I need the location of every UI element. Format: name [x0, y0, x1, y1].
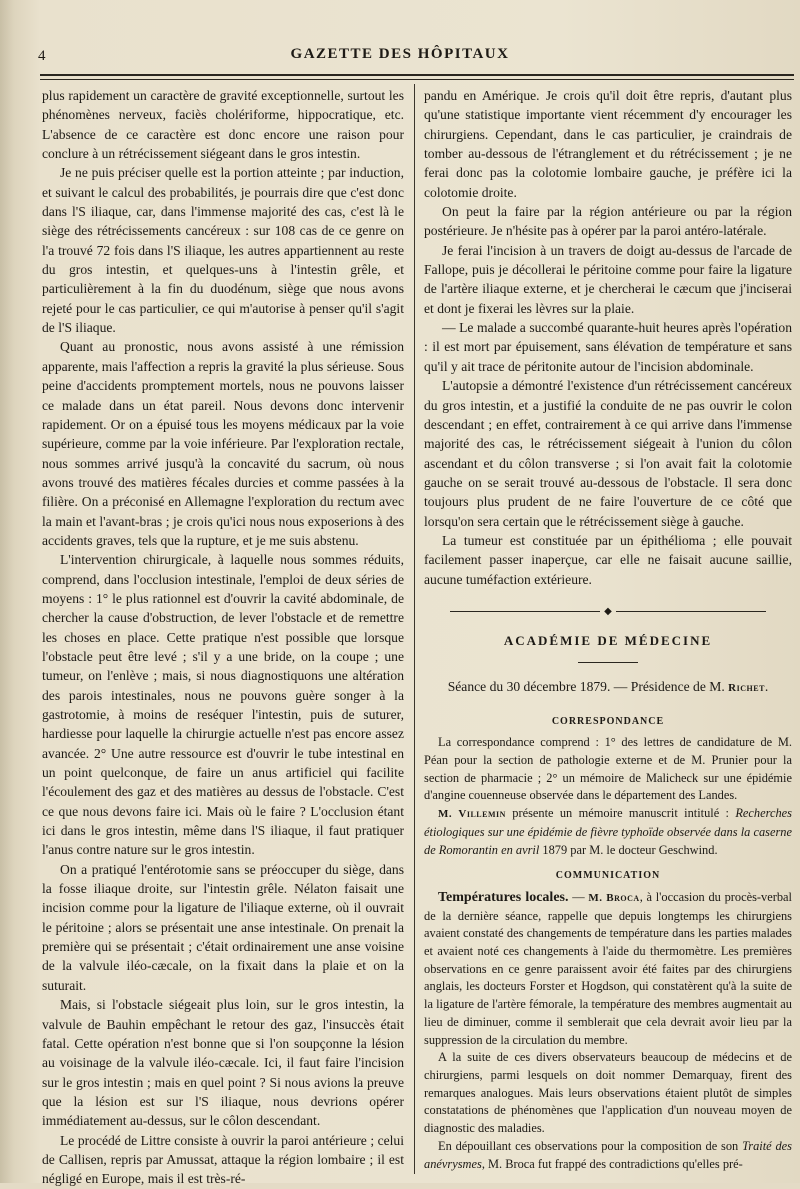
- paragraph: On a pratiqué l'entérotomie sans se préoccuper du siège, dans la fosse iliaque droite, sur l'intestin grêle. Nélaton faisait une incision comme pour la ligature de l'iliaque externe, où il ouvrait le péritoine ; alors se présentait une anse intestinale. On prenait la première qui se présentait ; c'était ordinairement une anse voisine de la valvule iléo-cæcale, on la fixait dans la plaie et on la suturait.: [42, 861, 404, 993]
- session-line: Séance du 30 décembre 1879. — Présidence de M. Richet.: [447, 679, 769, 695]
- communication-speaker: M. Broca: [588, 891, 640, 904]
- paragraph: L'intervention chirurgicale, à laquelle nous sommes réduits, comprend, dans l'occlusion intestinale, l'emploi de deux séries de moyens : 1° le plus rationnel est d'ouvrir la cavité abdominale, de chercher la cause d'obstruction, de lever l'obstacle et de remettre les choses en place. Cette pratique n'est possible que lorsque l'obstacle peut être levé ; s'il y a une bride, on la coupe ; une tumeur, on l'enlève ; mais, si nous diagnostiquons une altération des parois intestinales, nous ne pouvons guère songer à la gastrotomie, à moins de reséquer l'intestin, puis de suturer, hardiesse pour laquelle la chirurgie actuelle n'est pas encore assez avancée. 2° Une autre ressource est d'ouvrir le tube intestinal en un point quelconque, de faire un anus artificiel qui facilite l'écoulement des gaz et des matières au dessus de l'obstacle. C'est ce que nous devons faire ici. Mais où le faire ? L'occlusion étant ici dans le gros intestin, même dans l'S iliaque, il faut pratiquer l'anus contre nature sur le gros intestin.: [42, 552, 404, 858]
- column-divider: [414, 84, 415, 1174]
- session-text: Séance du 30 décembre 1879. — Présidence de M.: [447, 679, 729, 695]
- correspondence-paragraph: La correspondance comprend : 1° des lettres de candidature de M. Péan pour la section de pathologie externe et de M. Prunier pour la section de pharmacie ; 2° un mémoire de Malicheck sur une épidémie d'angine couenneuse observée dans le département des Landes.: [424, 735, 792, 803]
- communication-text: , à l'occasion du procès-verbal de la dernière séance, rappelle que depuis longtemps les chirurgiens avaient constaté des changements de température dans les parties malades et avaient noté ces changements à l'aide du thermomètre. Les premières observations en ce genre paraissent avoir été faites par des chirurgiens anglais, les docteurs Forster et Hogdson, qui constatèrent qu'à la suite de la ligature de l'artère fémorale, la température des membres augmentait au lieu de diminuer, comme il semblerait que cela devrait avoir lieu par la suppression de la circulation du membre.: [424, 889, 792, 1047]
- left-column: [42, 86, 404, 1187]
- paragraph: L'autopsie a démontré l'existence d'un rétrécissement cancéreux du gros intestin, et a justifié la conduite de ne pas ouvrir le colon descendant ; en effet, contrairement à ce qui arrive dans l'immense majorité des cas, le rétrécissement siégeait à l'union du côlon ascendant et du côlon transverse ; si l'on avait fait la colotomie gauche on se serait trouvé au-dessous de l'obstacle. Il sera donc toujours plus prudent de ne faire l'ouverture de ce côté que lorsqu'on sera certain que le rétrécissement siège à gauche.: [424, 378, 792, 529]
- villemin-name: M. Villemin: [438, 808, 506, 821]
- communication-p3-text: En dépouillant ces observations pour la composition de son: [438, 1138, 743, 1153]
- paragraph: La tumeur est constituée par un épithélioma ; elle pouvait facilement passer inaperçue, car elle ne faisait aucune saillie, aucune tuméfaction extérieure.: [424, 532, 792, 587]
- short-rule: [578, 662, 638, 663]
- paragraph: plus rapidement un caractère de gravité exceptionnelle, surtout les phénomènes nerveux, faciès cholériforme, hippocratique, etc. L'absence de ce caractère est donc encore une raison pour conclure à un rétrécissement siégeant dans le gros intestin.: [42, 88, 404, 162]
- paragraph: pandu en Amérique. Je crois qu'il doit être repris, d'autant plus qu'une statistique importante vient récemment d'y encourager les chirurgiens. Cependant, dans le cas particulier, je craindrais de tomber au-dessous de l'étranglement et du rétrécissement ; je ne ferai donc pas la colotomie lombaire gauche, je préfère ici la colotomie droite.: [424, 88, 792, 200]
- paragraph: On peut la faire par la région antérieure ou par la région postérieure. Je n'hésite pas à opérer par la paroi antéro-latérale.: [424, 204, 792, 239]
- paragraph: Quant au pronostic, nous avons assisté à une rémission apparente, mais l'affection a repris la gravité la plus sérieuse. Sous peine d'accidents promptement mortels, nous ne pouvons laisser ce malade dans un état pareil. Nous devons donc intervenir rapidement. Or on a épuisé tous les moyens médicaux par la voie supérieure, comme par la voie inférieure. Par l'exploration rectale, nous sommes arrivé jusqu'à la concavité du sacrum, où nous avons trouvé des matières fécales durcies et comme passées à la filière. On a préconisé en Allemagne l'exploration du rectum avec la main et l'avant-bras ; je crois qu'ici nous nous exposerions à des accidents graves, tels que la rupture, et je me suis abstenu.: [42, 339, 404, 548]
- paragraph: Mais, si l'obstacle siégeait plus loin, sur le gros intestin, la valvule de Bauhin empêchant le retour des gaz, l'insuccès était fatal. Cette opération n'est bonne que si l'on soupçonne la lésion au voisinage de la valvule iléo-cæcale. Ici, il faut faire l'incision sur le gros intestin ; mais en quel point ? Si nous avions la preuve que la lésion est sur l'S iliaque, nous devrions opérer immédiatement au-dessus, sur le côlon descendant.: [42, 997, 404, 1129]
- paragraph: Je ne puis préciser quelle est la portion atteinte ; par induction, et suivant le calcul des probabilités, je pourrais dire que c'est donc dans l'S iliaque, car, dans l'immense majorité des cas, c'est là le siège des rétrécissements cancéreux : sur 108 cas de ce genre on l'a trouvé 72 fois dans l'S iliaque, les autres appartiennent au reste du gros intestin, et quelques-uns à l'intestin grêle, et particulièrement à la fin du duodénum, siège que nous avons rejeté pour le cas particulier, ce qui m'autorise à penser qu'il s'agit de l'S iliaque.: [42, 165, 404, 336]
- section-title: ACADÉMIE DE MÉDECINE: [503, 632, 713, 648]
- ornament-line: [450, 611, 600, 612]
- subhead-correspondence: CORRESPONDANCE: [551, 715, 665, 727]
- communication-paragraph-3: [424, 1138, 792, 1173]
- paragraph: Je ferai l'incision à un travers de doigt au-dessus de l'arcade de Fallope, puis je décollerai le péritoine comme pour faire la ligature de l'artère iliaque externe, et je chercherai le cæcum que j'inciserai et dont je fixerai les lèvres sur la plaie.: [424, 242, 792, 316]
- subhead-communication: COMMUNICATION: [555, 870, 661, 882]
- villemin-text: présente un mémoire manuscrit intitulé :: [505, 806, 736, 821]
- academy-report: [424, 713, 792, 1174]
- communication-paragraph-2: A la suite de ces divers observateurs beaucoup de médecins et de chirurgiens, parmi lesquels on doit nommer Demarquay, firent des remarques analogues. Mais leurs observations étaient plutôt de simples constatations de phénomènes que l'application d'un nouveau moyen de diagnostic des maladies.: [424, 1050, 792, 1136]
- paragraph: — Le malade a succombé quarante-huit heures après l'opération : il est mort par épuisement, sans élévation de température et sans qu'il y ait trace de péritonite autour de l'incision abdominale.: [424, 320, 792, 374]
- villemin-text-after: 1879 par M. le docteur Geschwind.: [539, 842, 718, 857]
- communication-heading: Températures locales.: [438, 889, 569, 905]
- communication-p3-title: Traité des anévrysmes: [424, 1138, 792, 1171]
- header-rule-thin: [40, 79, 794, 80]
- paragraph: Le procédé de Littre consiste à ouvrir la paroi antérieure ; celui de Callisen, repris par Amussat, attaque la région lombaire ; il est négligé en Europe, mais il est très-ré-: [42, 1132, 404, 1187]
- villemin-paragraph: [424, 805, 792, 859]
- ornament-line: [616, 611, 766, 612]
- right-column: [424, 86, 792, 1178]
- communication-p3-after: , M. Broca fut frappé des contradictions qu'elles pré-: [481, 1156, 743, 1171]
- communication-paragraph: Températures locales. — M. Broca, à l'occasion du procès-verbal de la dernière séance, rappelle que depuis longtemps les chirurgiens avaient constaté des changements de température dans les parties malades et avaient noté ces changements à l'aide du thermomètre. Les premières observations en ce genre paraissent avoir été faites par des chirurgiens anglais, les docteurs Forster et Hogdson, qui constatèrent qu'à la suite de la ligature de l'artère fémorale, la température des membres augmentait au lieu de diminuer, comme il semblerait que cela devrait avoir lieu par la suppression de la circulation du membre.: [424, 889, 792, 1047]
- header-rule: [40, 74, 794, 76]
- ornament-diamond-icon: ◆: [604, 606, 612, 618]
- session-president: Richet: [728, 682, 765, 695]
- running-title: GAZETTE DES HÔPITAUX: [290, 46, 510, 62]
- villemin-title: Recherches étiologiques sur une épidémie de fièvre typhoïde observée dans la caserne de Romorantin en avril: [424, 806, 792, 857]
- section-ornament: [424, 601, 792, 618]
- page-number: 4: [38, 48, 46, 64]
